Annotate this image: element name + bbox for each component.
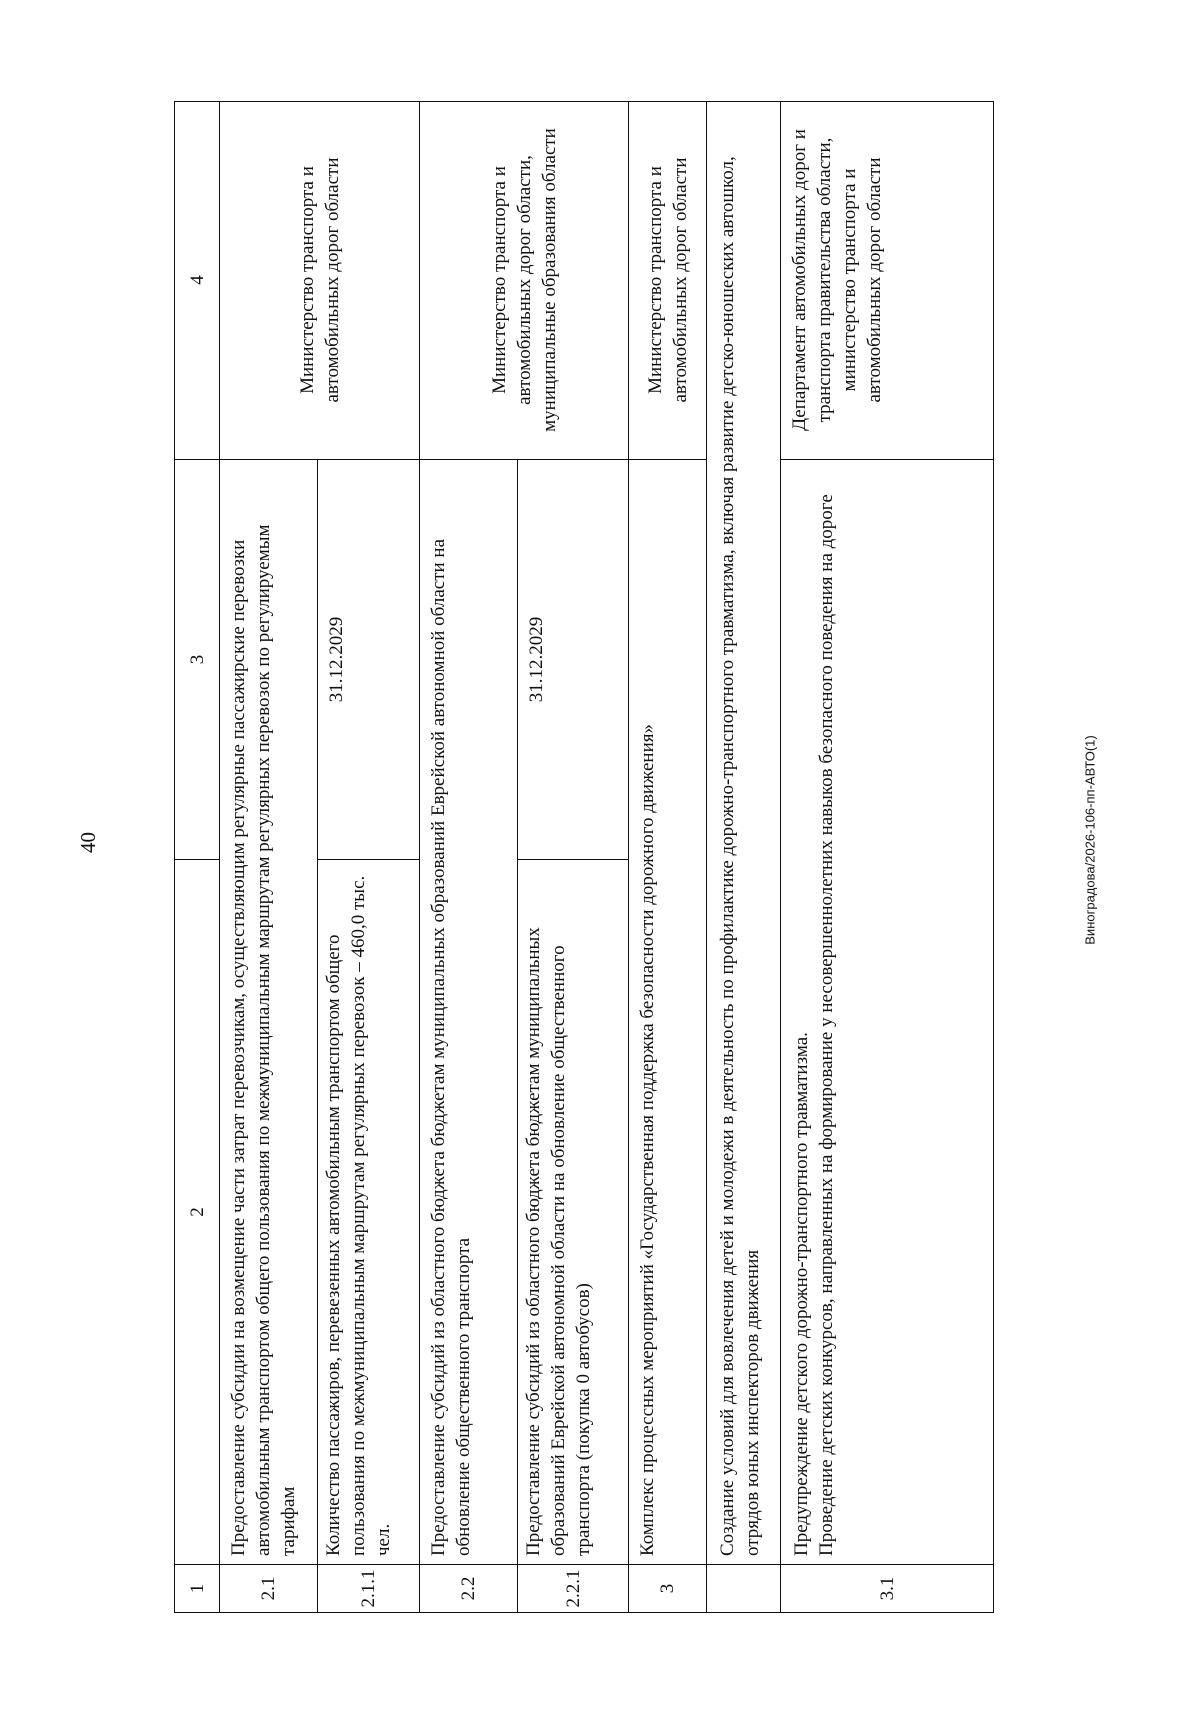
page-number: 40 <box>76 832 100 853</box>
row-2-2-responsible: Министерство транспорта и автомобильных дорог области, муниципальные образования области <box>419 101 628 460</box>
row-2-1-1-num: 2.1.1 <box>317 1565 419 1613</box>
row-3-num: 3 <box>628 1565 706 1613</box>
row-3-1-responsible: Департамент автомобильных дорог и транспорта правительства области, министерство транспорта и автомобильных дорог области <box>780 101 994 460</box>
row-3-1-text-line2: Проведение детских конкурсов, направленных на формирование у несовершеннолетних навыков безопасного поведения на дороге <box>816 494 837 1556</box>
row-3-responsible: Министерство транспорта и автомобильных дорог области <box>628 101 706 460</box>
row-3-1-num: 3.1 <box>780 1565 994 1613</box>
header-col-2: 2 <box>174 860 219 1565</box>
header-col-4: 4 <box>174 101 219 460</box>
header-col-1: 1 <box>174 1565 219 1613</box>
row-3-text: Комплекс процессных мероприятий «Государственная поддержка безопасности дорожного движения» <box>628 460 706 1565</box>
row-2-2-1-text: Предоставление субсидий из областного бюджета бюджетам муниципальных образований Еврейской автономной области на обновление общественного транспорта (покупка 0 автобусов) <box>517 860 628 1565</box>
goal-text: Создание условий для вовлечения детей и молодежи в деятельность по профилактике дорожно-транспортного травматизма, включая развитие детско-юношеских автошкол, отрядов юных инспекторов движения <box>706 101 780 1565</box>
goal-num <box>706 1565 780 1613</box>
row-2-1-responsible: Министерство транспорта и автомобильных дорог области <box>219 101 419 460</box>
row-2-1-num: 2.1 <box>219 1565 317 1613</box>
row-2-1-1-text: Количество пассажиров, перевезенных автомобильным транспортом общего пользования по межмуниципальным маршрутам регулярных перевозок – 460,0 тыс. чел. <box>317 860 419 1565</box>
row-2-2-num: 2.2 <box>419 1565 517 1613</box>
row-2-2-1-num: 2.2.1 <box>517 1565 628 1613</box>
measures-table <box>174 101 1069 1613</box>
row-2-1-1-date: 31.12.2029 <box>317 460 419 860</box>
row-2-2-text: Предоставление субсидий из областного бюджета бюджетам муниципальных образований Еврейской автономной области на обновление общественного транспорта <box>419 460 517 1565</box>
row-2-1-text: Предоставление субсидии на возмещение части затрат перевозчикам, осуществляющим регулярные пассажирские перевозки автомобильным транспортом общего пользования по межмуниципальным маршрутам регулярных перевозок по регулируемым тарифам <box>219 460 317 1565</box>
header-col-3: 3 <box>174 460 219 860</box>
row-3-1-text-line1: Предупреждение детского дорожно-транспортного травматизма. <box>791 1032 812 1556</box>
row-3-1-text <box>780 460 994 1565</box>
footer-document-code: Виноградова/2026-106-пп-АВТО(1) <box>1082 735 1098 945</box>
row-2-2-1-date: 31.12.2029 <box>517 460 628 860</box>
